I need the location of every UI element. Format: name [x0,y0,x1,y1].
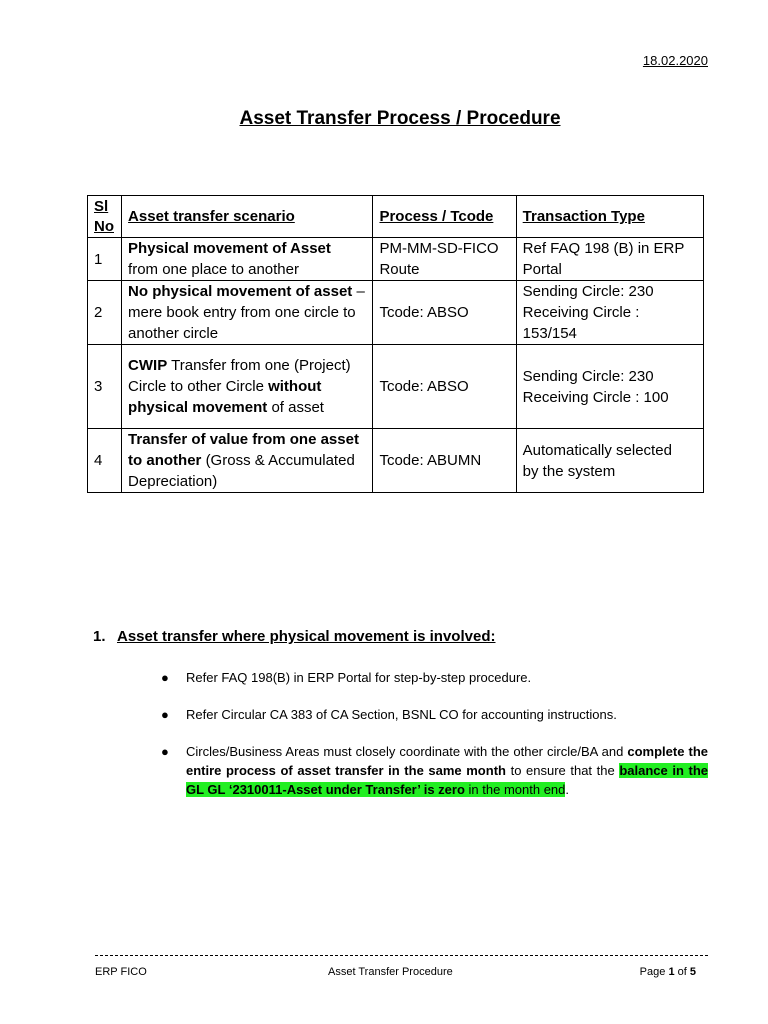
bullet-icon: ● [161,744,169,759]
highlighted-text: in the month end [468,782,566,797]
section-title: Asset transfer where physical movement is involved: [117,628,496,645]
header-scenario: Asset transfer scenario [122,196,373,238]
header-transaction-type: Transaction Type [516,196,703,238]
table-row [88,238,704,281]
table-header-row [88,196,704,238]
scenario-cell: CWIP Transfer from one (Project) Circle to other Circle without physical movement of asset [122,345,373,429]
process-cell: Tcode: ABSO [373,281,516,345]
row-number: 3 [88,345,122,429]
scenario-cell: Physical movement of Asset from one place to another [122,238,373,281]
list-item: ● Refer FAQ 198(B) in ERP Portal for step-by-step procedure. [161,670,532,685]
transaction-type-cell: Sending Circle: 230 Receiving Circle : 153/154 [516,281,703,345]
footer-left: ERP FICO [95,966,147,978]
asset-transfer-table [87,195,704,493]
transaction-type-cell: Sending Circle: 230 Receiving Circle : 100 [516,345,703,429]
transaction-type-cell: Automatically selected by the system [516,429,703,493]
table-row [88,345,704,429]
footer-center: Asset Transfer Procedure [328,966,453,978]
row-number: 1 [88,238,122,281]
list-item: ● Refer Circular CA 383 of CA Section, BSNL CO for accounting instructions. [161,707,617,722]
list-item: ● Circles/Business Areas must closely coordinate with the other circle/BA and complete the entire process of asset transfer in the same month to ensure that the balance in the GL GL ‘2310011-Asset under Transfer’ is zero in the month end. [161,744,708,797]
scenario-cell: No physical movement of asset – mere book entry from one circle to another circle [122,281,373,345]
page-title: Asset Transfer Process / Procedure [239,108,561,129]
table-row [88,429,704,493]
section-heading [93,628,495,645]
header-process: Process / Tcode [373,196,516,238]
bullet-icon: ● [161,670,169,685]
instruction-list [158,668,708,817]
row-number: 4 [88,429,122,493]
header-sl-no: Sl No [88,196,122,238]
scenario-cell: Transfer of value from one asset to another (Gross & Accumulated Depreciation) [122,429,373,493]
transaction-type-cell: Ref FAQ 198 (B) in ERP Portal [516,238,703,281]
footer-divider [95,955,708,956]
section-number: 1. [93,628,106,645]
process-cell: Tcode: ABSO [373,345,516,429]
document-date: 18.02.2020 [642,53,708,68]
highlighted-text: balance in the GL GL ‘2310011-Asset under Transfer’ is zero [186,763,708,797]
bullet-icon: ● [161,707,169,722]
row-number: 2 [88,281,122,345]
process-cell: PM-MM-SD-FICO Route [373,238,516,281]
table-row [88,281,704,345]
page-number: Page 1 of 5 [639,966,696,978]
process-cell: Tcode: ABUMN [373,429,516,493]
